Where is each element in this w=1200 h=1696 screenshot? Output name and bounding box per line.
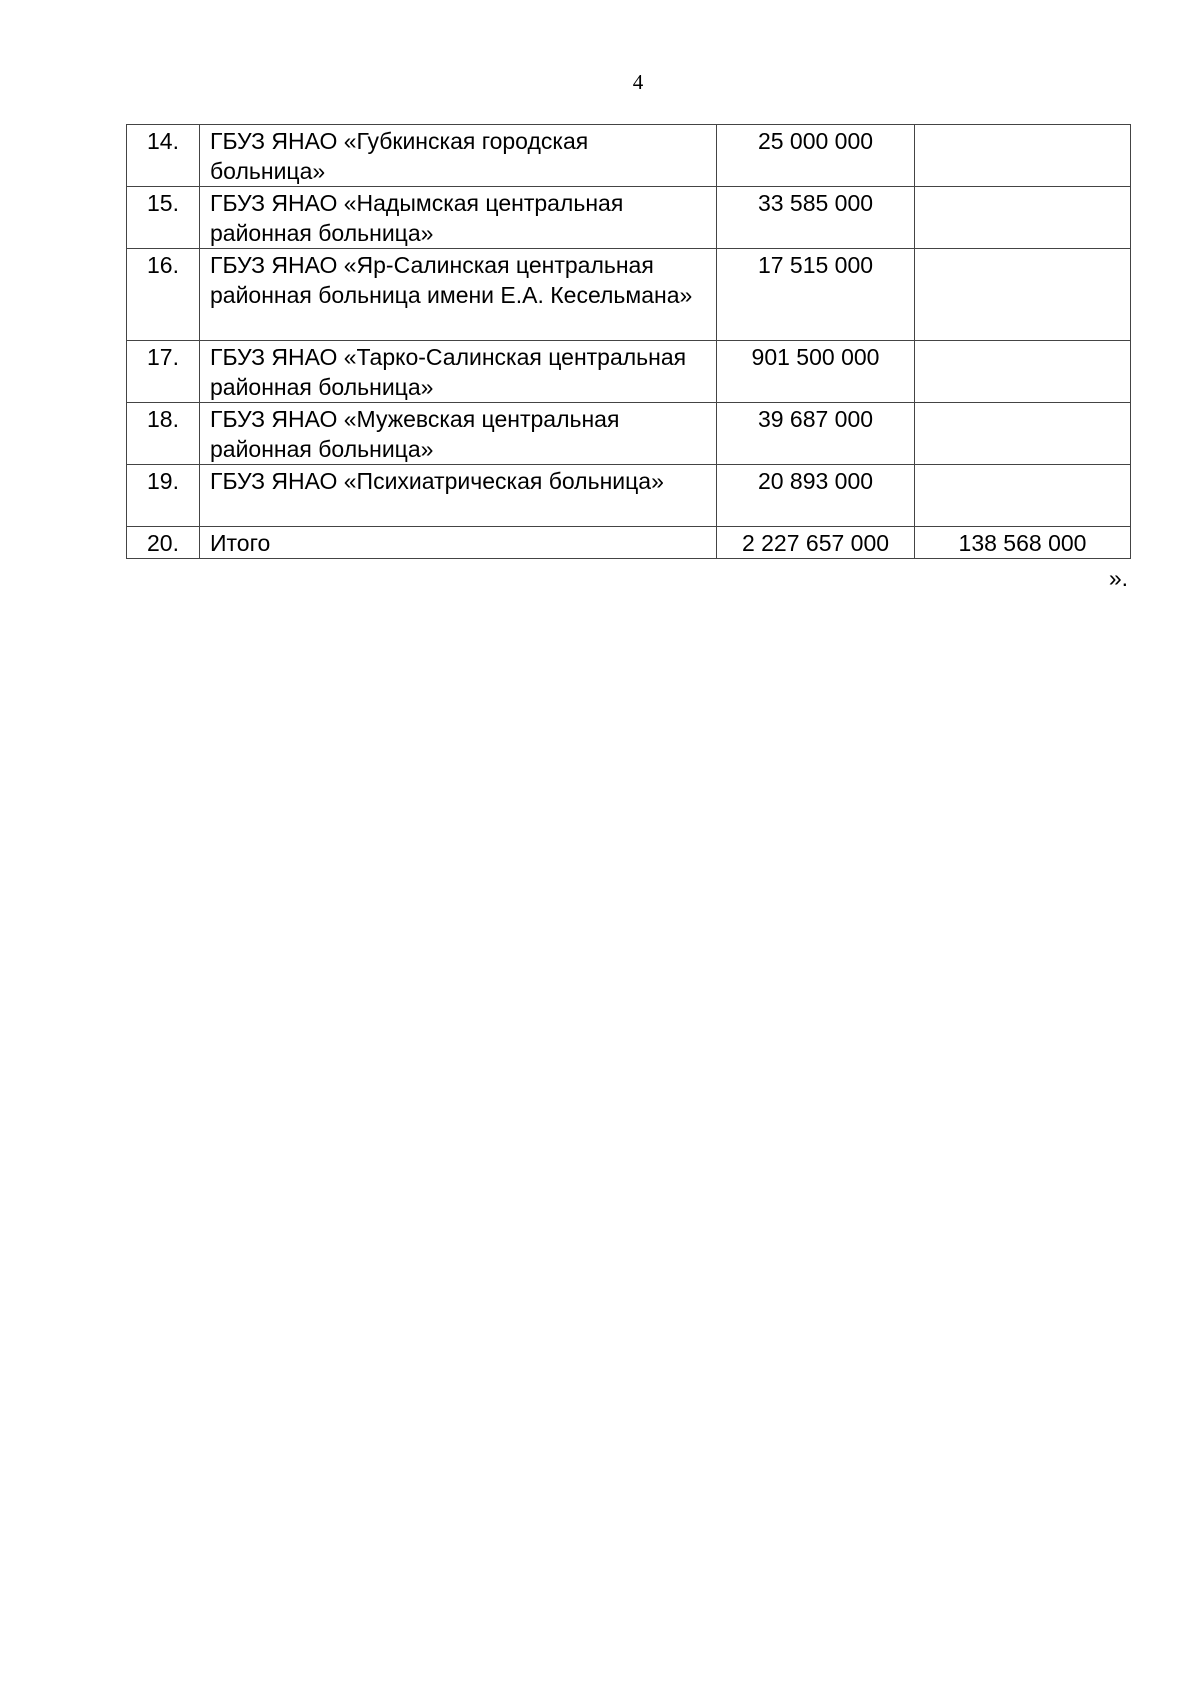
funding-table-container bbox=[126, 124, 1130, 559]
institution-name: ГБУЗ ЯНАО «Психиатрическая больница» bbox=[200, 465, 717, 527]
page-number: 4 bbox=[632, 70, 644, 94]
row-number: 17. bbox=[127, 341, 200, 403]
table-row bbox=[127, 249, 1131, 341]
amount-secondary bbox=[915, 403, 1131, 465]
table-row bbox=[127, 125, 1131, 187]
table-row bbox=[127, 187, 1131, 249]
institution-name: ГБУЗ ЯНАО «Надымская центральная районная больница» bbox=[200, 187, 717, 249]
row-number: 19. bbox=[127, 465, 200, 527]
institution-name: ГБУЗ ЯНАО «Тарко-Салинская центральная районная больница» bbox=[200, 341, 717, 403]
table-row bbox=[127, 465, 1131, 527]
amount-primary: 20 893 000 bbox=[717, 465, 915, 527]
amount-primary: 901 500 000 bbox=[717, 341, 915, 403]
amount-secondary bbox=[915, 125, 1131, 187]
table-row-total bbox=[127, 527, 1131, 559]
table-row bbox=[127, 341, 1131, 403]
row-number: 14. bbox=[127, 125, 200, 187]
institution-name: ГБУЗ ЯНАО «Мужевская центральная районная больница» bbox=[200, 403, 717, 465]
table-row bbox=[127, 403, 1131, 465]
total-amount-primary: 2 227 657 000 bbox=[717, 527, 915, 559]
row-number: 16. bbox=[127, 249, 200, 341]
row-number: 18. bbox=[127, 403, 200, 465]
amount-secondary bbox=[915, 187, 1131, 249]
amount-secondary bbox=[915, 341, 1131, 403]
funding-table bbox=[126, 124, 1131, 559]
institution-name: ГБУЗ ЯНАО «Яр-Салинская центральная районная больница имени Е.А. Кесельмана» bbox=[200, 249, 717, 341]
amount-primary: 33 585 000 bbox=[717, 187, 915, 249]
amount-secondary bbox=[915, 249, 1131, 341]
amount-primary: 17 515 000 bbox=[717, 249, 915, 341]
closing-quote-mark: ». bbox=[1108, 565, 1128, 591]
amount-primary: 39 687 000 bbox=[717, 403, 915, 465]
total-amount-secondary: 138 568 000 bbox=[915, 527, 1131, 559]
amount-secondary bbox=[915, 465, 1131, 527]
institution-name: ГБУЗ ЯНАО «Губкинская городская больница» bbox=[200, 125, 717, 187]
amount-primary: 25 000 000 bbox=[717, 125, 915, 187]
row-number: 20. bbox=[127, 527, 200, 559]
row-number: 15. bbox=[127, 187, 200, 249]
total-label: Итого bbox=[200, 527, 717, 559]
